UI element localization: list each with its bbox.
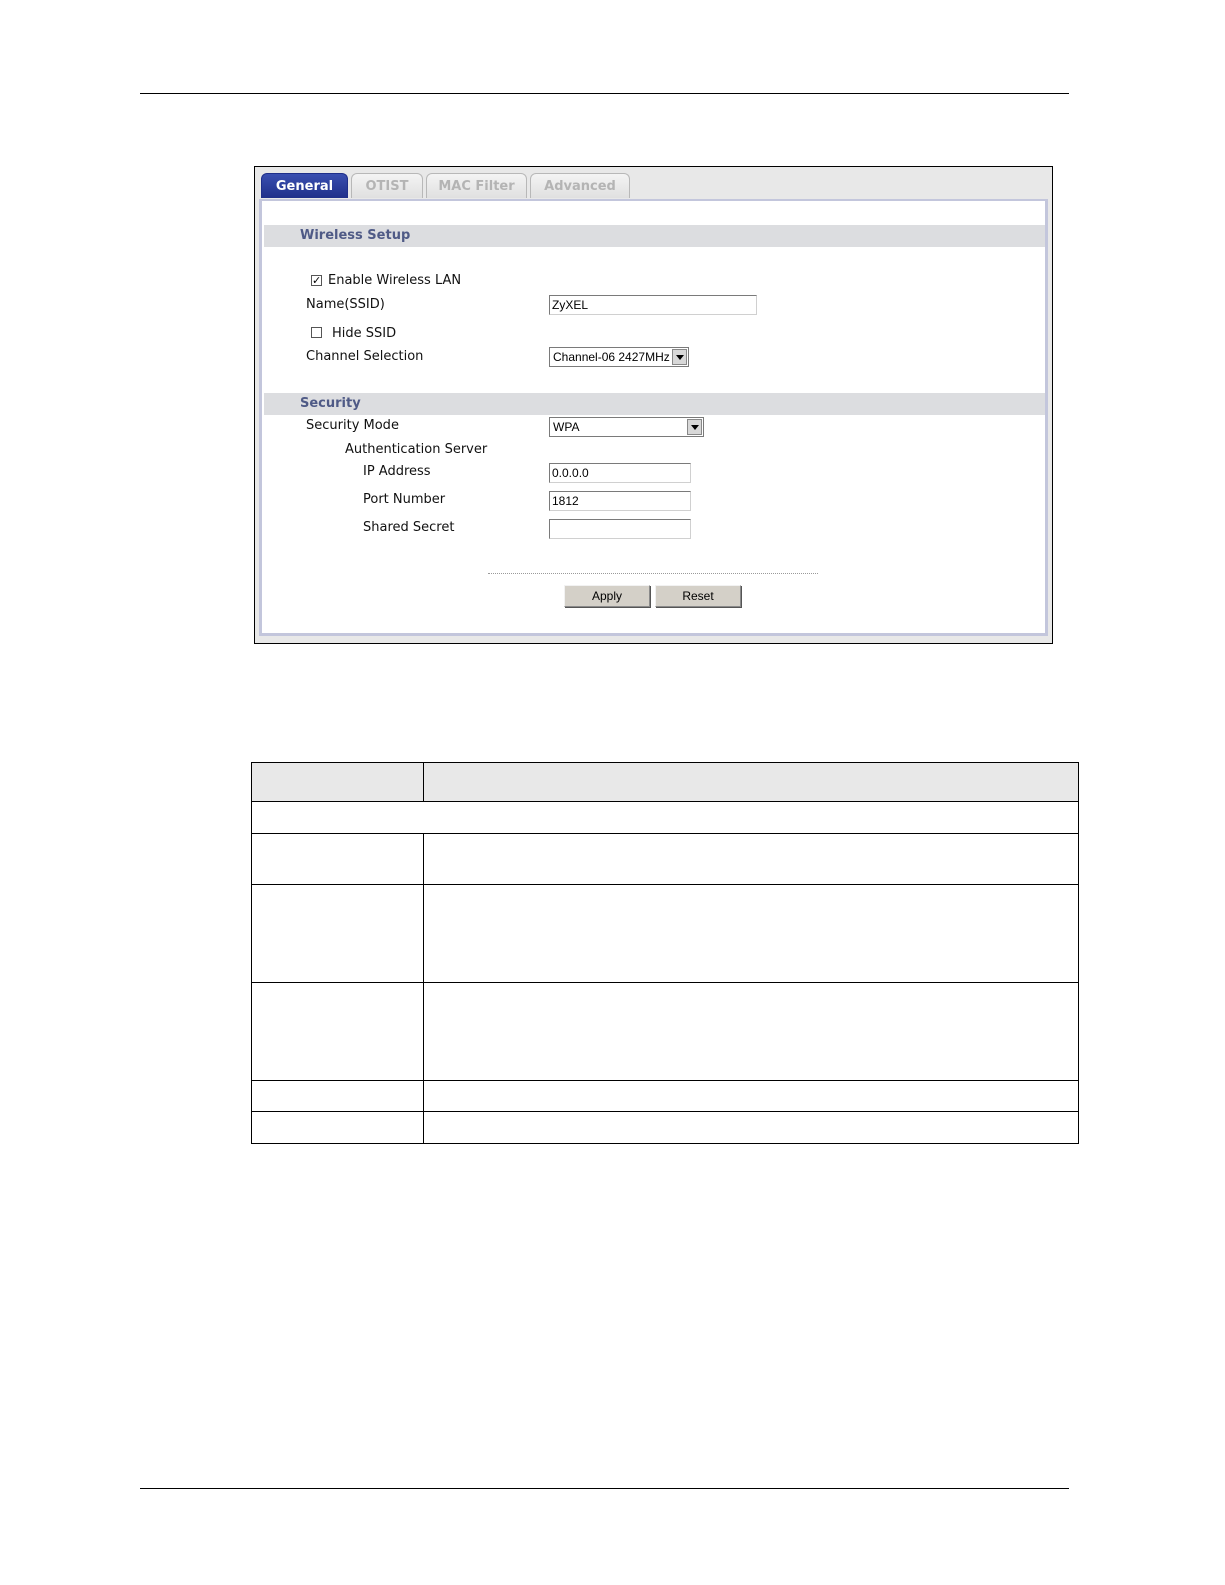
table-cell: [252, 1112, 424, 1144]
table-header-cell: [424, 763, 1079, 802]
security-mode-label: Security Mode: [306, 418, 399, 433]
port-number-input[interactable]: 1812: [549, 491, 691, 511]
name-ssid-input[interactable]: ZyXEL: [549, 295, 757, 315]
ip-address-input[interactable]: 0.0.0.0: [549, 463, 691, 483]
channel-selection-value: Channel-06 2427MHz: [553, 350, 670, 364]
security-mode-value: WPA: [553, 420, 580, 434]
wireless-setup-heading: Wireless Setup: [264, 225, 1045, 247]
security-heading: Security: [264, 393, 1045, 415]
authentication-server-label: Authentication Server: [345, 442, 488, 457]
table-row: [252, 983, 1079, 1081]
apply-button[interactable]: Apply: [564, 585, 650, 607]
table-cell: [424, 1112, 1079, 1144]
enable-wireless-lan-checkbox[interactable]: ✓: [312, 274, 322, 287]
enable-wireless-lan-label: Enable Wireless LAN: [328, 273, 462, 288]
table-cell: [252, 834, 424, 885]
table-cell: [252, 885, 424, 983]
tab-general[interactable]: General: [261, 173, 348, 198]
footer-rule: [140, 1488, 1069, 1489]
port-number-label: Port Number: [363, 492, 446, 507]
shared-secret-label: Shared Secret: [363, 520, 455, 535]
reset-button[interactable]: Reset: [655, 585, 741, 607]
table-cell: [424, 983, 1079, 1081]
wireless-general-screenshot: [254, 166, 1053, 644]
tab-mac-filter[interactable]: MAC Filter: [426, 173, 527, 198]
table-cell: [424, 834, 1079, 885]
header-rule: [140, 93, 1069, 94]
hide-ssid-label: Hide SSID: [332, 326, 397, 341]
tab-advanced[interactable]: Advanced: [530, 173, 630, 198]
table-cell: [424, 885, 1079, 983]
table-cell: [252, 802, 1079, 834]
field-description-table: [251, 762, 1079, 1144]
table-row: [252, 802, 1079, 834]
table-cell: [252, 983, 424, 1081]
chevron-down-icon[interactable]: [687, 419, 702, 435]
channel-selection-dropdown[interactable]: [549, 347, 689, 367]
table-row: [252, 834, 1079, 885]
security-mode-dropdown[interactable]: [549, 417, 704, 437]
ip-address-label: IP Address: [363, 464, 431, 479]
general-panel: [259, 199, 1048, 636]
hide-ssid-checkbox[interactable]: [311, 327, 322, 338]
table-row: [252, 1112, 1079, 1144]
table-row: [252, 885, 1079, 983]
table-cell: [252, 1081, 424, 1112]
button-divider: [488, 573, 818, 574]
table-row: [252, 1081, 1079, 1112]
tab-bar: [261, 173, 633, 199]
table-cell: [424, 1081, 1079, 1112]
table-header-row: [252, 763, 1079, 802]
chevron-down-icon[interactable]: [672, 349, 687, 365]
tab-otist[interactable]: OTIST: [351, 173, 423, 198]
channel-selection-label: Channel Selection: [306, 349, 424, 364]
name-ssid-label: Name(SSID): [306, 297, 385, 312]
shared-secret-input[interactable]: [549, 519, 691, 539]
table-header-cell: [252, 763, 424, 802]
